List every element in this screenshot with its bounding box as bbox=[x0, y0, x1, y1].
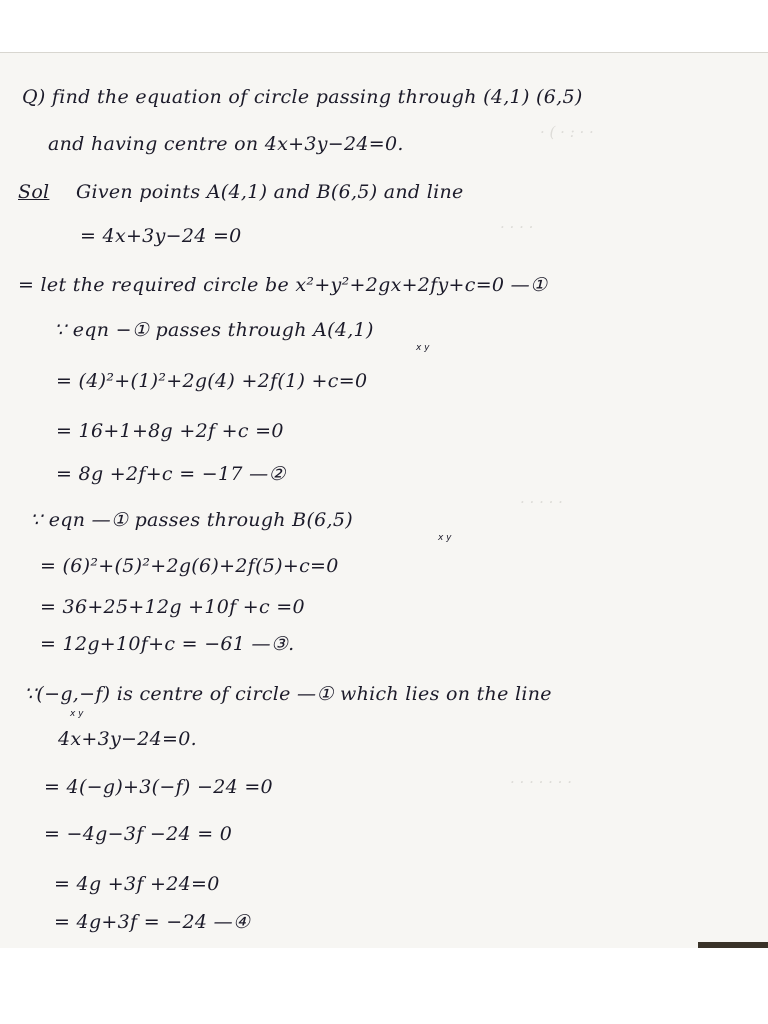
question-line-2: and having centre on 4x+3y−24=0. bbox=[48, 133, 404, 155]
bleed-through-text: · · · · bbox=[500, 218, 534, 236]
centre-substitution: = 4(−g)+3(−f) −24 =0 bbox=[44, 776, 273, 798]
centre-expanded: = −4g−3f −24 = 0 bbox=[44, 823, 233, 845]
a-substitution: = (4)²+(1)²+2g(4) +2f(1) +c=0 bbox=[56, 370, 368, 392]
let-circle-equation: = let the required circle be x²+y²+2gx+2fy+c=0 —① bbox=[18, 274, 548, 296]
xy-annotation: x y bbox=[438, 533, 452, 543]
b-substitution: = (6)²+(5)²+2g(6)+2f(5)+c=0 bbox=[40, 555, 339, 577]
passes-through-a: ∵ eqn −① passes through A(4,1) bbox=[54, 319, 374, 341]
notebook-page bbox=[0, 52, 768, 948]
centre-line-equation: 4x+3y−24=0. bbox=[58, 728, 197, 750]
bleed-through-text: · · · · · bbox=[520, 493, 563, 511]
b-simplified: = 36+25+12g +10f +c =0 bbox=[40, 596, 305, 618]
xy-annotation: x y bbox=[70, 709, 84, 719]
xy-annotation: x y bbox=[416, 343, 430, 353]
given-points: Given points A(4,1) and B(6,5) and line bbox=[76, 181, 464, 203]
a-simplified: = 16+1+8g +2f +c =0 bbox=[56, 420, 284, 442]
equation-3: = 12g+10f+c = −61 —③. bbox=[40, 633, 295, 655]
line-equation: = 4x+3y−24 =0 bbox=[80, 225, 242, 247]
question-line-1: Q) find the equation of circle passing through (4,1) (6,5) bbox=[22, 86, 583, 108]
centre-rearranged: = 4g +3f +24=0 bbox=[54, 873, 220, 895]
equation-4: = 4g+3f = −24 —④ bbox=[54, 911, 251, 933]
solution-label: Sol bbox=[18, 181, 50, 203]
bleed-through-text: · ( · : · · bbox=[540, 123, 594, 141]
centre-condition: ∵(−g,−f) is centre of circle —① which lies on the line bbox=[24, 683, 552, 705]
bleed-through-text: · · · · · · · bbox=[510, 773, 572, 791]
equation-2: = 8g +2f+c = −17 —② bbox=[56, 463, 286, 485]
passes-through-b: ∵ eqn —① passes through B(6,5) bbox=[30, 509, 353, 531]
